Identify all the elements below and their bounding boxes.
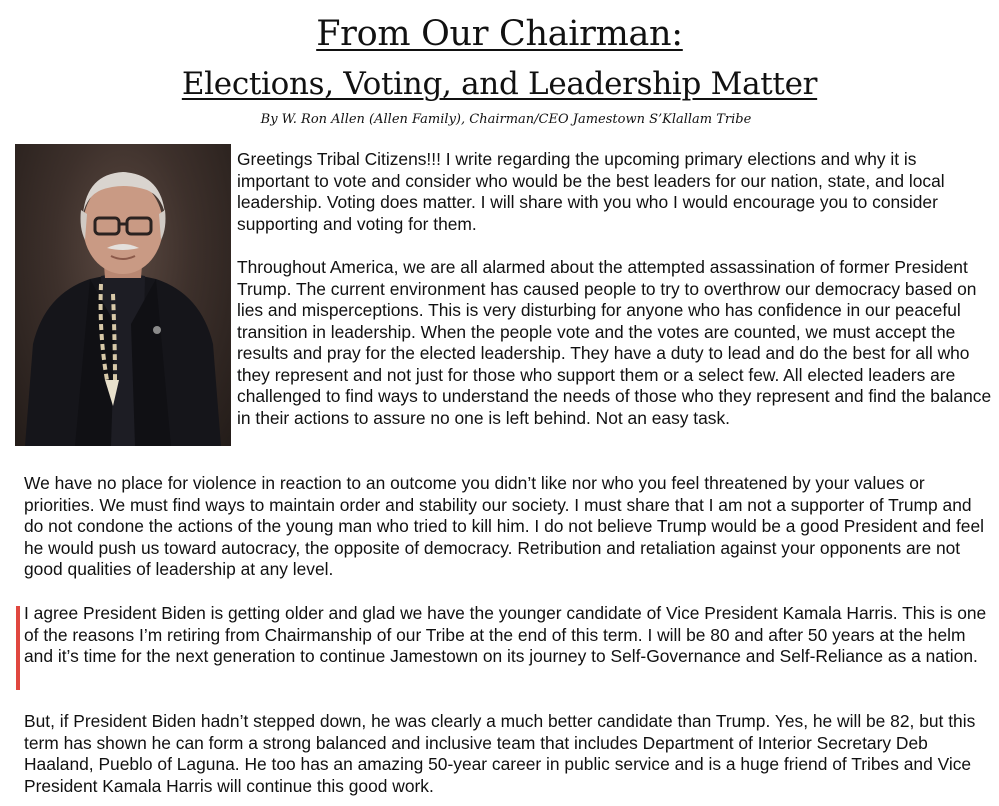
byline: By W. Ron Allen (Allen Family), Chairman/CEO Jamestown S’Klallam Tribe xyxy=(260,112,752,127)
page-title: From Our Chairman: xyxy=(316,14,683,54)
paragraph-candidate: But, if President Biden hadn’t stepped down, he was clearly a much better candidate than Trump. Yes, he will be 82, but this term has shown he can form a strong balanced and inclusive team that includes Department of Interior Secretary Deb Haaland, Pueblo of Laguna. He too has an amazing 50-year career in public service and is a huge friend of Tribes and Vice President Kamala Harris will continue this good work. xyxy=(24,711,976,796)
paragraph-greeting: Greetings Tribal Citizens!!! I write regarding the upcoming primary elections and why it is important to vote and consider who would be the best leaders for our nation, state, and local leadership. Voting does matter. I will share with you who I would encourage you to consider supporting and voting for them. xyxy=(237,149,945,234)
highlight-bar xyxy=(16,606,20,690)
paragraph-assassination: Throughout America, we are all alarmed about the attempted assassination of former President Trump. The current environment has caused people to try to overthrow our democracy based on lies and misperceptions. This is very disturbing for anyone who has confidence in our peaceful transition in leadership. When the people vote and the votes are counted, we must accept the results and pray for the elected leadership. They have a duty to lead and do the best for all who they represent and not just for those who support them or a select few. All elected leaders are challenged to find ways to understand the needs of those who they represent and find the balance in their actions to assure no one is left behind. Not an easy task. xyxy=(237,257,992,428)
author-photo xyxy=(15,144,231,446)
page-subtitle: Elections, Voting, and Leadership Matter xyxy=(181,66,818,102)
paragraph-biden-harris: I agree President Biden is getting older and glad we have the younger candidate of Vice President Kamala Harris. This is one of the reasons I’m retiring from Chairmanship of our Tribe at the end of this term. I will be 80 and after 50 years at the helm and it’s time for the next generation to continue Jamestown on its journey to Self-Governance and Self-Reliance as a nation. xyxy=(24,603,987,666)
portrait-photo-icon xyxy=(15,144,231,446)
paragraph-violence: We have no place for violence in reaction to an outcome you didn’t like nor who you feel threatened by your values or priorities. We must find ways to maintain order and stability our society. I must share that I am not a supporter of Trump and do not condone the actions of the young man who tried to kill him. I do not believe Trump would be a good President and feel he would push us toward autocracy, the opposite of democracy. Retribution and retaliation against your opponents are not good qualities of leadership at any level. xyxy=(24,473,984,579)
